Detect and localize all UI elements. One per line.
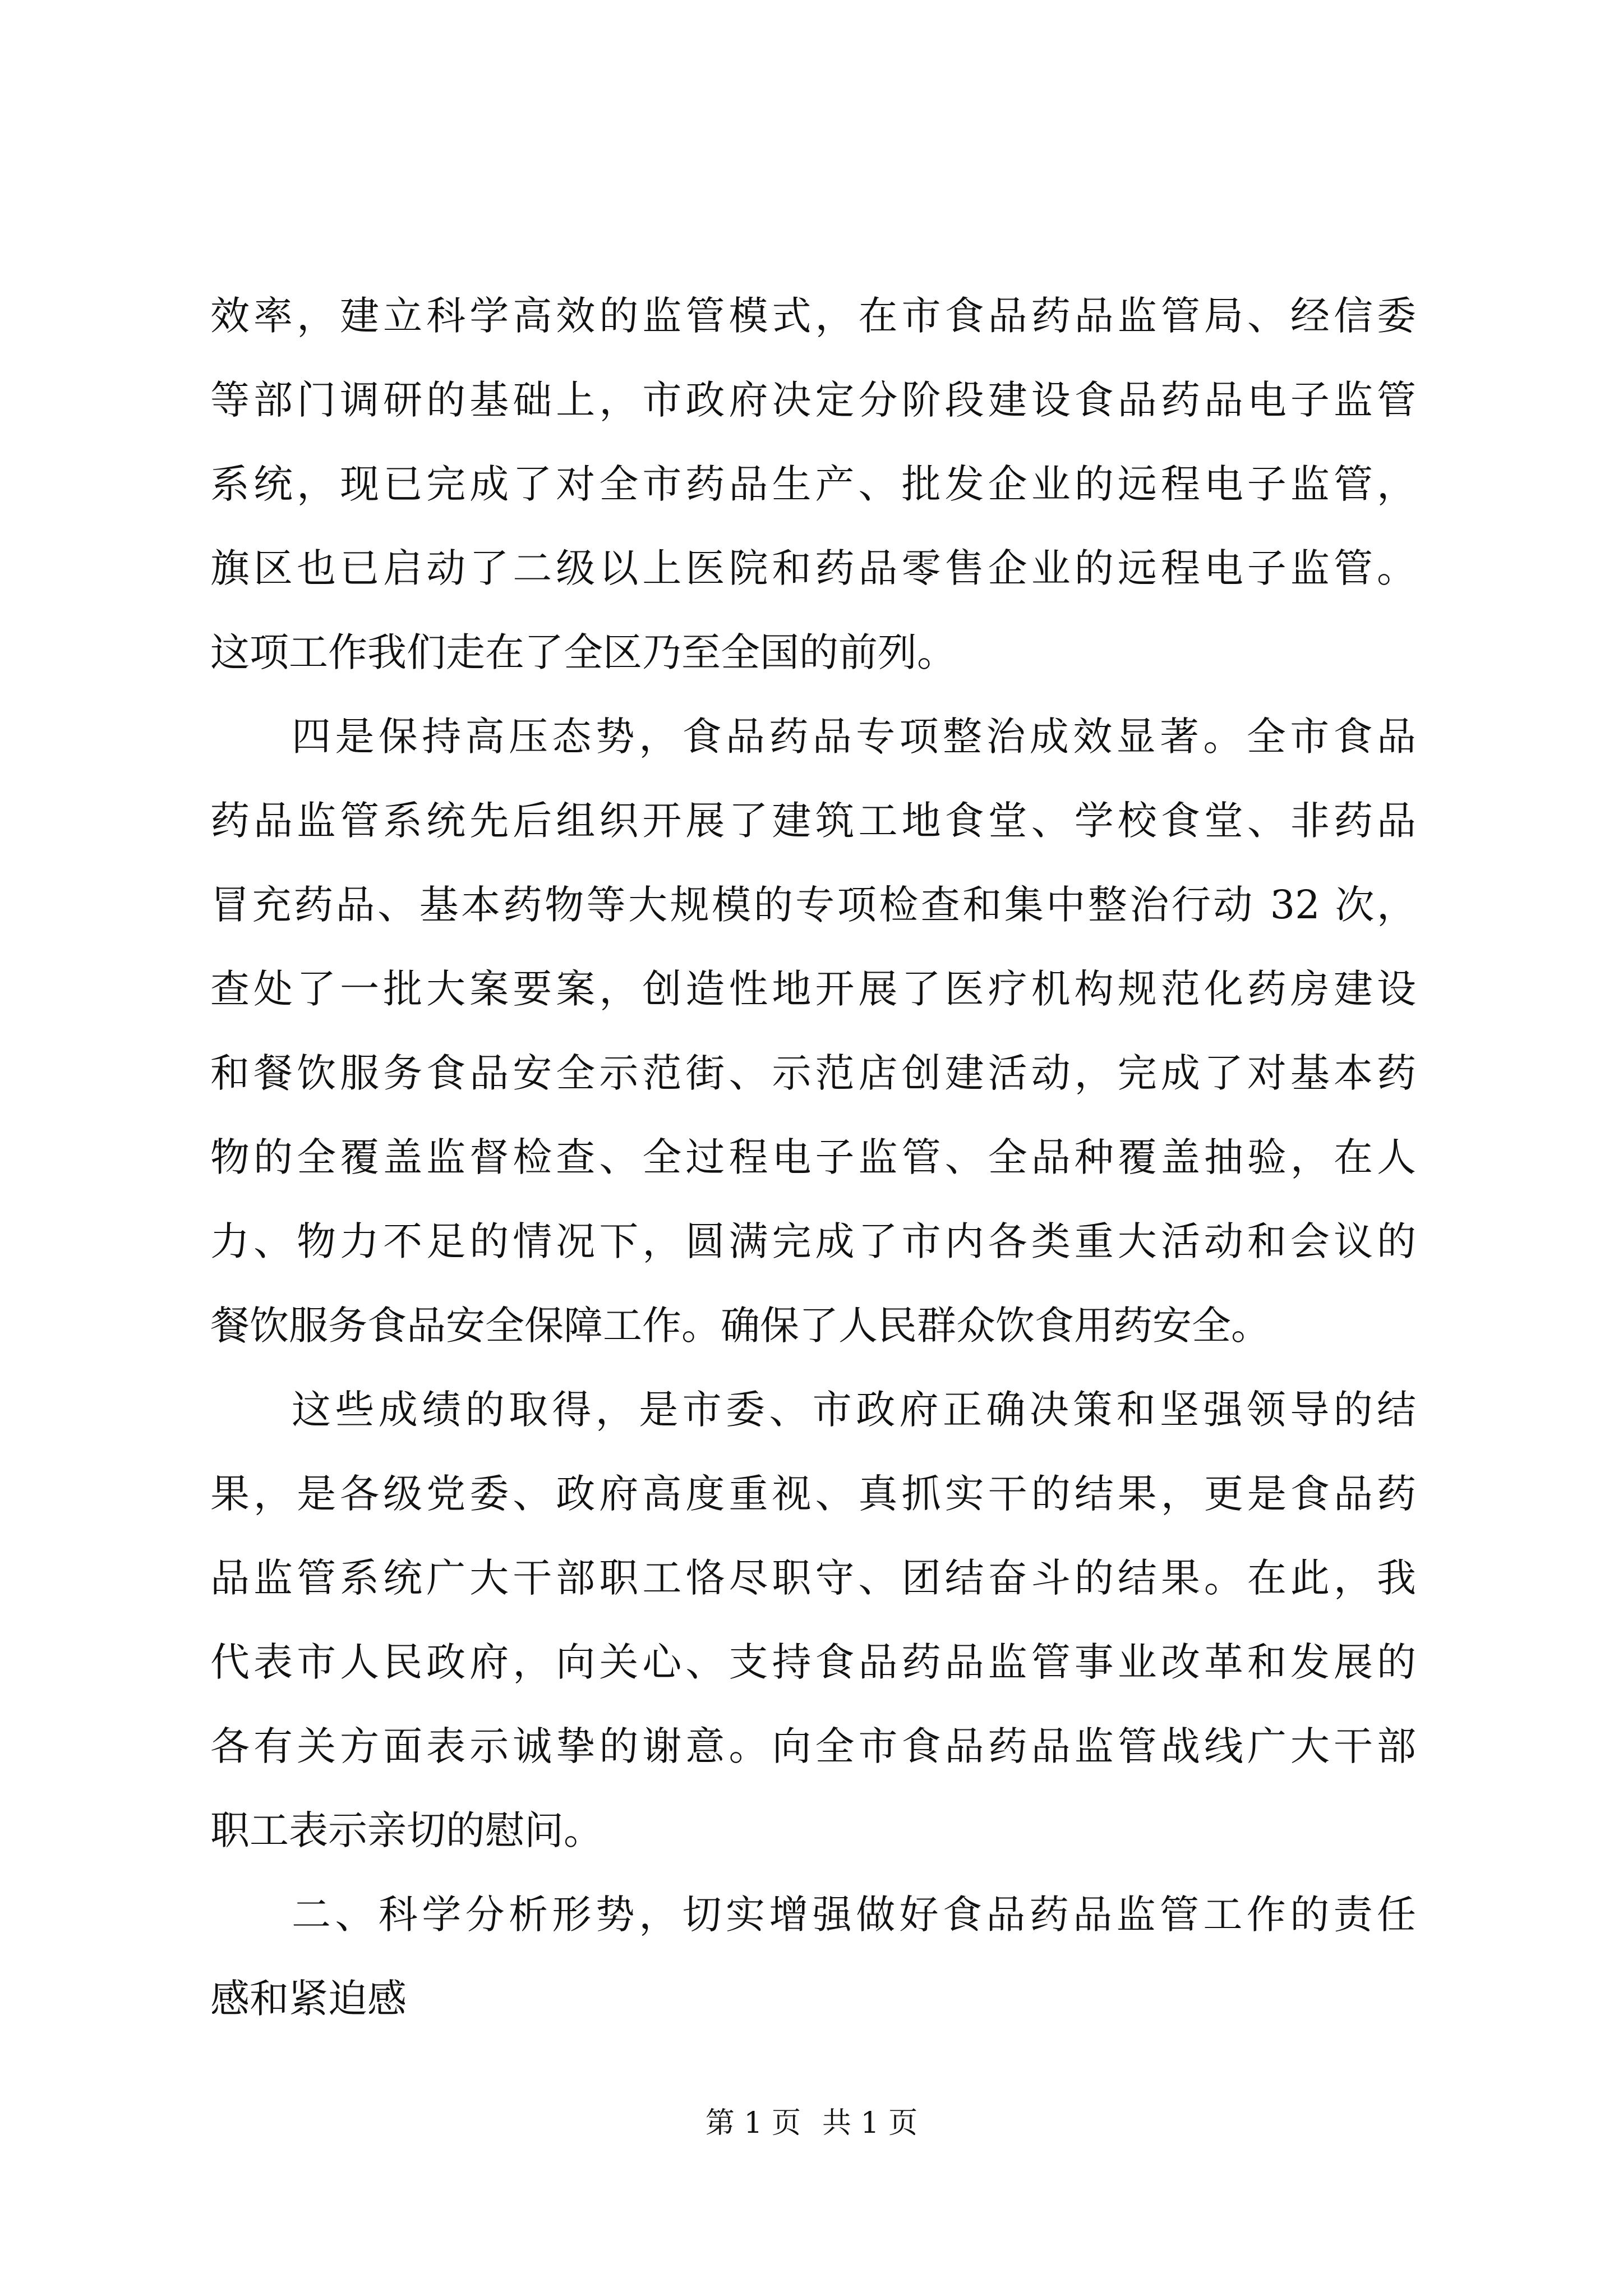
- paragraph-line: 物的全覆盖监督检查、全过程电子监管、全品种覆盖抽验，在人: [210, 1134, 1416, 1180]
- paragraph-line: 系统，现已完成了对全市药品生产、批发企业的远程电子监管，: [210, 461, 1416, 507]
- paragraph-line: 查处了一批大案要案，创造性地开展了医疗机构规范化药房建设: [210, 966, 1416, 1012]
- document-body: [210, 274, 1416, 2041]
- paragraph-line: 品监管系统广大干部职工恪尽职守、团结奋斗的结果。在此，我: [210, 1555, 1416, 1601]
- page-total: 共 1 页: [822, 2106, 918, 2140]
- page-footer: [0, 2101, 1623, 2146]
- paragraph-line: 力、物力不足的情况下，圆满完成了市内各类重大活动和会议的: [210, 1218, 1416, 1264]
- paragraph-line: 这些成绩的取得，是市委、市政府正确决策和坚强领导的结: [292, 1387, 1416, 1433]
- paragraph-line: 旗区也已启动了二级以上医院和药品零售企业的远程电子监管。: [210, 545, 1416, 591]
- paragraph-line: 四是保持高压态势，食品药品专项整治成效显著。全市食品: [292, 714, 1416, 760]
- paragraph-line: 等部门调研的基础上，市政府决定分阶段建设食品药品电子监管: [210, 377, 1416, 423]
- paragraph-line: 代表市人民政府，向关心、支持食品药品监管事业改革和发展的: [210, 1639, 1416, 1685]
- section-heading-line: 二、科学分析形势，切实增强做好食品药品监管工作的责任: [292, 1892, 1416, 1938]
- paragraph-line: 这项工作我们走在了全区乃至全国的前列。: [210, 629, 956, 675]
- paragraph-line: 餐饮服务食品安全保障工作。确保了人民群众饮食用药安全。: [210, 1303, 1270, 1349]
- page-number: 第 1 页: [705, 2106, 801, 2140]
- paragraph-line: 药品监管系统先后组织开展了建筑工地食堂、学校食堂、非药品: [210, 798, 1416, 844]
- section-heading-line: 感和紧迫感: [210, 1976, 407, 2022]
- paragraph-line: 和餐饮服务食品安全示范街、示范店创建活动，完成了对基本药: [210, 1050, 1416, 1096]
- paragraph-line: 果，是各级党委、政府高度重视、真抓实干的结果，更是食品药: [210, 1471, 1416, 1517]
- paragraph-line: 冒充药品、基本药物等大规模的专项检查和集中整治行动 32 次，: [210, 882, 1416, 928]
- paragraph-line: 各有关方面表示诚挚的谢意。向全市食品药品监管战线广大干部: [210, 1723, 1416, 1769]
- paragraph-line: 效率，建立科学高效的监管模式，在市食品药品监管局、经信委: [210, 293, 1416, 339]
- paragraph-line: 职工表示亲切的慰问。: [210, 1807, 603, 1853]
